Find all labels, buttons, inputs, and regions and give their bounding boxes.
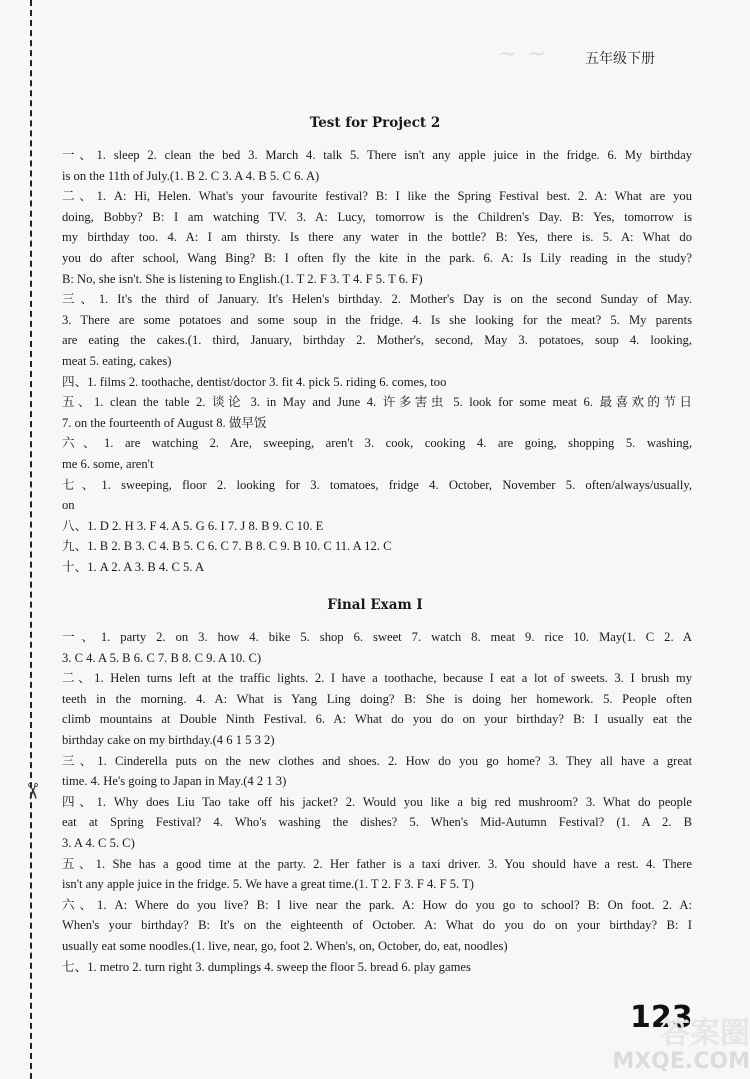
answer-line: eat at Spring Festival? 4. Who's washing the dishes? 5. When's Mid-Autumn Festival? (1. A 2. B [62, 815, 692, 830]
answer-line: 三、1. It's the third of January. It's Helen's birthday. 2. Mother's Day is on the second Sunday of May. [62, 292, 692, 307]
answer-line: 3. There are some potatoes and some soup in the fridge. 4. Is she looking for the meat? 5. My parents [62, 312, 692, 327]
answer-line: is on the 11th of July.(1. B 2. C 3. A 4. B 5. C 6. A) [62, 168, 320, 183]
answer-line: 九、1. B 2. B 3. C 4. B 5. C 6. C 7. B 8. C 9. B 10. C 11. A 12. C [62, 539, 392, 554]
answer-line: you do after school, Wang Bing? B: I often fly the kite in the park. 6. A: Is Lily reading in the study? [62, 250, 692, 265]
answer-line: my birthday too. 4. A: I am thirsty. Is there any water in the bottle? B: Yes, there is. 5. A: What do [62, 230, 692, 245]
answer-line: 六、1. A: Where do you live? B: I live near the park. A: How do you go to school? B: On foot. 2. A: [62, 897, 692, 912]
answer-line: 3. A 4. C 5. C) [62, 835, 135, 850]
answer-line: 八、1. D 2. H 3. F 4. A 5. G 6. I 7. J 8. B 9. C 10. E [62, 518, 324, 533]
answer-line: usually eat some noodles.(1. live, near, go, foot 2. When's, on, October, do, eat, noodles) [62, 938, 508, 953]
header-decoration: ~ ~ [498, 42, 548, 67]
answer-line: isn't any apple juice in the fridge. 5. We have a great time.(1. T 2. F 3. F 4. F 5. T) [62, 877, 474, 892]
answer-line: 二、1. A: Hi, Helen. What's your favourite festival? B: I like the Spring Festival best. 2. A: What are you [62, 189, 692, 204]
section-title-project-2: Test for Project 2 [309, 115, 441, 131]
cut-line [30, 0, 32, 1079]
answer-line: 十、1. A 2. A 3. B 4. C 5. A [62, 559, 205, 574]
answer-line: B: No, she isn't. She is listening to English.(1. T 2. F 3. T 4. F 5. T 6. F) [62, 271, 423, 286]
page-number: 123 [630, 1000, 693, 1035]
answer-line: birthday cake on my birthday.(4 6 1 5 3 2) [62, 732, 275, 747]
answer-line: teeth in the morning. 4. A: What is Yang Ling doing? B: She is doing her homework. 5. People often [62, 691, 692, 706]
answer-line: 七、1. sweeping, floor 2. looking for 3. tomatoes, fridge 4. October, November 5. often/always/usually, [62, 477, 692, 492]
answer-line: on [62, 498, 75, 513]
answer-line: 四、1. Why does Liu Tao take off his jacket? 2. Would you like a big red mushroom? 3. What do people [62, 794, 692, 809]
answer-line: 一、1. party 2. on 3. how 4. bike 5. shop 6. sweet 7. watch 8. meat 9. rice 10. May(1. C 2. A [62, 630, 692, 644]
answer-line: 二、1. Helen turns left at the traffic lights. 2. I have a toothache, because I eat a lot of sweets. 3. I brush my [62, 671, 692, 686]
answer-block-final-exam [62, 627, 692, 977]
watermark-logo-text: 答案圈 [660, 1016, 750, 1051]
answer-line: me 6. some, aren't [62, 456, 154, 471]
watermark-url: MXQE.COM [612, 1049, 750, 1074]
answer-line: 六、1. are watching 2. Are, sweeping, aren't 3. cook, cooking 4. are going, shopping 5. washing, [62, 436, 692, 451]
answer-line: When's your birthday? B: It's on the eighteenth of October. A: What do you do on your birthday? B: I [62, 918, 692, 933]
answer-line: doing, Bobby? B: I am watching TV. 3. A: Lucy, tomorrow is the Children's Day. B: Yes, tomorrow is [62, 209, 692, 224]
answer-line: are eating the cakes.(1. third, January, birthday 2. Mother's, second, May 3. potatoes, soup 4. looking, [62, 333, 692, 348]
section-title-final-exam: Final Exam I [327, 597, 423, 613]
answer-line: 四、1. films 2. toothache, dentist/doctor 3. fit 4. pick 5. riding 6. comes, too [62, 374, 447, 389]
answer-line: time. 4. He's going to Japan in May.(4 2 1 3) [62, 774, 287, 789]
answer-line: 五、1. She has a good time at the party. 2. Her father is a taxi driver. 3. You should have a rest. 4. There [62, 856, 692, 871]
answer-line: 7. on the fourteenth of August 8. 做早饭 [62, 415, 267, 430]
answer-line: 3. C 4. A 5. B 6. C 7. B 8. C 9. A 10. C) [62, 650, 262, 665]
scissors-icon: ✂ [19, 782, 44, 801]
answer-line: meat 5. eating, cakes) [62, 353, 172, 368]
answer-line: 五、1. clean the table 2. 谈论 3. in May and June 4. 许多害虫 5. look for some meat 6. 最喜欢的节日 [62, 395, 692, 410]
answer-line: climb mountains at Double Ninth Festival. 6. A: What do you do on your birthday? B: I usually eat the [62, 712, 692, 727]
grade-label: 五年级下册 [585, 51, 655, 67]
answer-line: 七、1. metro 2. turn right 3. dumplings 4. sweep the floor 5. bread 6. play games [62, 959, 471, 974]
answer-line: 一、1. sleep 2. clean the bed 3. March 4. talk 5. There isn't any apple juice in the fridge. 6. My birthday [62, 148, 692, 162]
answer-block-project-2 [62, 145, 692, 577]
answer-line: 三、1. Cinderella puts on the new clothes and shoes. 2. How do you go home? 3. They all have a great [62, 753, 692, 768]
